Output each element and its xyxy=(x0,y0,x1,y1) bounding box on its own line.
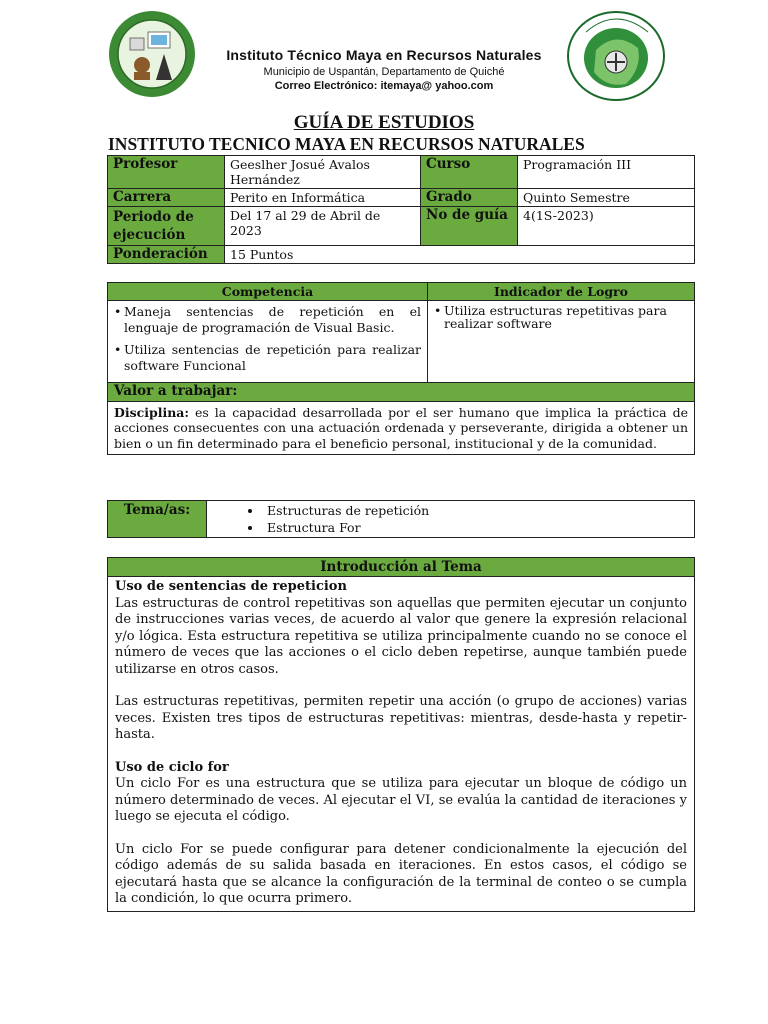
institution-name-upper: INSTITUTO TECNICO MAYA EN RECURSOS NATURALES xyxy=(108,134,585,154)
grado-label: Grado xyxy=(421,189,518,207)
tema-item: • Estructuras de repetición xyxy=(263,502,686,519)
intro-heading-1: Uso de sentencias de repeticion xyxy=(115,579,347,594)
noguia-value: 4(1S-2023) xyxy=(518,207,695,246)
valor-term: Disciplina: xyxy=(114,404,190,420)
indicador-header: Indicador de Logro xyxy=(428,283,695,301)
profesor-label: Profesor xyxy=(108,156,225,189)
curso-label: Curso xyxy=(421,156,518,189)
intro-paragraph: Las estructuras repetitivas, permiten repetir una acción (o grupo de acciones) varias veces. Existen tres tipos de estructuras repetitivas: mientras, desde-hasta y repetir-hasta. xyxy=(115,694,687,742)
intro-paragraph: Un ciclo For es una estructura que se utiliza para ejecutar un bloque de código un número determinado de veces. Al ejecutar el VI, se evalúa la cantidad de iteraciones y luego se ejecuta el código. xyxy=(115,776,687,824)
competencia-table xyxy=(107,282,695,455)
institution-name: Instituto Técnico Maya en Recursos Naturales xyxy=(226,47,542,63)
institution-location: Municipio de Uspantán, Departamento de Quiché xyxy=(263,66,505,78)
noguia-label: No de guía xyxy=(421,207,518,246)
indicador-item: • Utiliza estructuras repetitivas para realizar software xyxy=(434,303,667,331)
competencia-item: • Maneja sentencias de repetición en el lenguaje de programación de Visual Basic. xyxy=(114,304,421,335)
periodo-label: Periodo de ejecución xyxy=(108,207,225,246)
tema-item: • Estructura For xyxy=(263,519,686,536)
school-seal-logo xyxy=(108,10,196,98)
valor-text: Disciplina: es la capacidad desarrollada por el ser humano que implica la práctica de acciones consecuentes con una actuación ordenada y perseverante, dirigida a obtener un bien o un fin determinado para el beneficio personal, institucional y de la comunidad. xyxy=(108,401,695,455)
tema-table xyxy=(107,500,695,538)
competencia-header: Competencia xyxy=(108,283,428,301)
curso-value: Programación III xyxy=(518,156,695,189)
intro-paragraph: Las estructuras de control repetitivas son aquellas que permiten ejecutar un conjunto de instrucciones varias veces, de acuerdo al valor que genere la expresión relacional y/o lógica. Esta estructura repetitiva se utiliza principalmente cuando no se conoce el número de veces que las acciones o el ciclo deben repetirse, aunque también puede utilizarse en otros casos. xyxy=(115,595,687,677)
carrera-value: Perito en Informática xyxy=(225,189,421,207)
info-table xyxy=(107,155,695,264)
carrera-label: Carrera xyxy=(108,189,225,207)
valor-header: Valor a trabajar: xyxy=(108,383,695,402)
institution-email: Correo Electrónico: itemaya@ yahoo.com xyxy=(274,80,494,92)
ponderacion-value: 15 Puntos xyxy=(225,246,695,264)
ponderacion-label: Ponderación xyxy=(108,246,225,264)
intro-heading-2: Uso de ciclo for xyxy=(115,759,229,775)
intro-header: Introducción al Tema xyxy=(108,558,695,577)
intro-table xyxy=(107,557,695,912)
grado-value: Quinto Semestre xyxy=(518,189,695,207)
periodo-value: Del 17 al 29 de Abril de 2023 xyxy=(225,207,421,246)
intro-paragraph: Un ciclo For se puede configurar para detener condicionalmente la ejecución del código además de su salida basada en iteraciones. En estos casos, el código se ejecutará hasta que se alcance la configuración de la terminal de conteo o se cumpla la condición, lo que ocurra primero. xyxy=(115,841,687,906)
paf-maya-logo xyxy=(566,10,666,102)
profesor-value: Geeslher Josué Avalos Hernández xyxy=(225,156,421,189)
guide-title: GUÍA DE ESTUDIOS xyxy=(293,112,475,133)
competencia-item: • Utiliza sentencias de repetición para realizar software Funcional xyxy=(114,342,421,373)
tema-label: Tema/as: xyxy=(108,501,207,538)
